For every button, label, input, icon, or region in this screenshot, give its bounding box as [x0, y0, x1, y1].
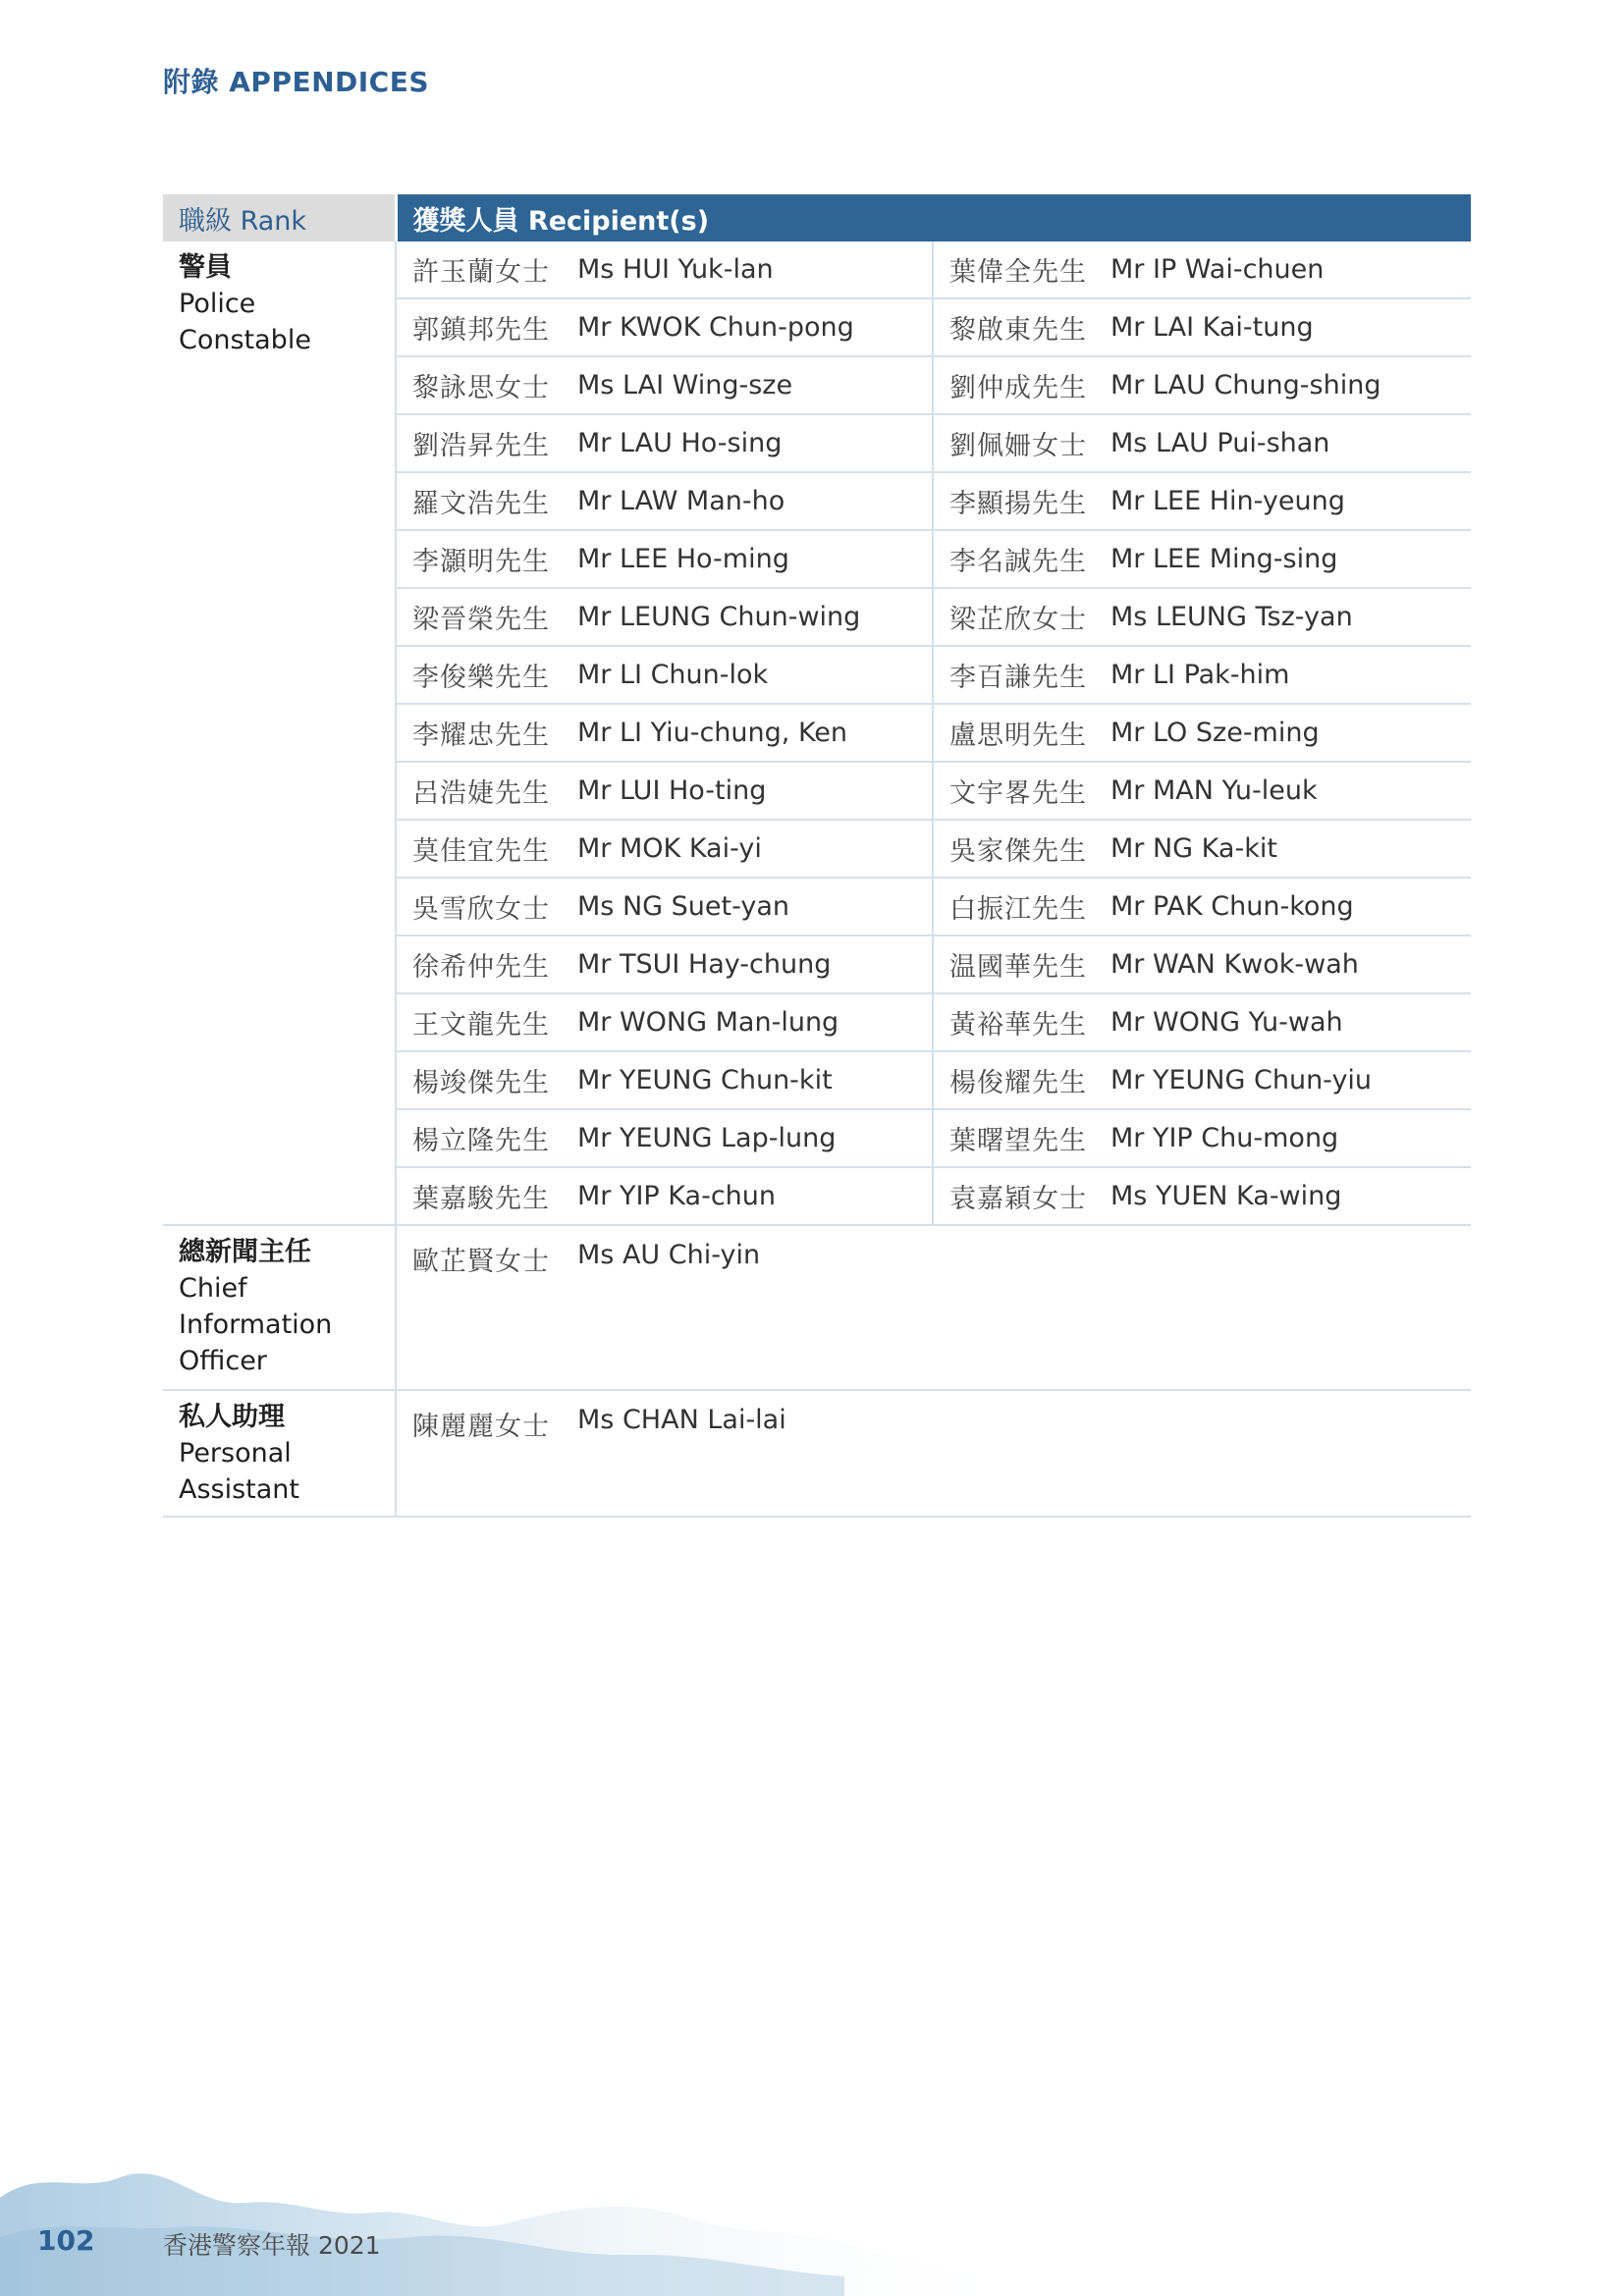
rank-name-en-line: Personal — [179, 1438, 292, 1468]
recipient-name-en: Ms HUI Yuk-lan — [562, 241, 933, 298]
recipient-name-zh: 莫佳宜先生 — [396, 820, 562, 878]
recipient-name-en: Ms LAI Wing-sze — [562, 356, 933, 414]
recipient-name-en: Mr LAU Ho-sing — [562, 414, 933, 472]
recipient-name-en: Mr LEE Hin-yeung — [1095, 472, 1471, 530]
recipient-name-zh: 楊竣傑先生 — [396, 1051, 562, 1109]
recipient-name-zh: 李俊樂先生 — [396, 646, 562, 704]
recipient-name-en: Ms YUEN Ka-wing — [1095, 1167, 1471, 1225]
recipient-name-zh: 陳麗麗女士 — [396, 1390, 562, 1517]
section-header: 附錄 APPENDICES — [163, 66, 430, 98]
table-body — [163, 241, 1471, 1517]
recipient-name-zh: 羅文浩先生 — [396, 472, 562, 530]
recipient-name-en: Mr MAN Yu-leuk — [1095, 762, 1471, 820]
recipient-name-en: Mr KWOK Chun-pong — [562, 298, 933, 356]
recipient-name-en: Mr YIP Chu-mong — [1095, 1109, 1471, 1167]
rank-cell — [163, 241, 396, 1225]
rank-name-zh: 總新聞主任 — [179, 1237, 311, 1267]
rank-name-en-line: Constable — [179, 325, 311, 355]
recipient-name-zh: 黃裕華先生 — [933, 993, 1095, 1051]
recipient-name-zh: 徐希仲先生 — [396, 935, 562, 993]
recipient-name-zh: 文宇畧先生 — [933, 762, 1095, 820]
recipient-name-zh: 李百謙先生 — [933, 646, 1095, 704]
recipient-name-en: Mr TSUI Hay-chung — [562, 935, 933, 993]
rank-name-en-line: Officer — [179, 1346, 267, 1376]
recipient-name-zh: 劉浩昇先生 — [396, 414, 562, 472]
recipient-name-zh: 許玉蘭女士 — [396, 241, 562, 298]
page-number: 102 — [37, 2224, 95, 2257]
recipient-name-zh: 呂浩婕先生 — [396, 762, 562, 820]
recipient-name-zh: 梁芷欣女士 — [933, 588, 1095, 646]
recipient-name-en: Mr LAU Chung-shing — [1095, 356, 1471, 414]
recipient-name-zh: 袁嘉穎女士 — [933, 1167, 1095, 1225]
watercolour-wash-decoration — [0, 2139, 1624, 2296]
recipient-name-zh: 李名誠先生 — [933, 530, 1095, 588]
recipient-name-en: Ms LAU Pui-shan — [1095, 414, 1471, 472]
recipient-name-en: Ms LEUNG Tsz-yan — [1095, 588, 1471, 646]
rank-name-en-line: Police — [179, 289, 256, 319]
recipient-name-en: Mr WAN Kwok-wah — [1095, 935, 1471, 993]
rank-name-en-line: Chief — [179, 1273, 247, 1304]
rank-cell — [163, 1225, 396, 1390]
recipient-name-en: Mr LI Chun-lok — [562, 646, 933, 704]
recipient-name-en: Mr LEUNG Chun-wing — [562, 588, 933, 646]
recipient-name-en: Mr YEUNG Chun-yiu — [1095, 1051, 1471, 1109]
recipient-name-zh: 吳家傑先生 — [933, 820, 1095, 878]
table-row — [163, 241, 1471, 298]
recipient-name-zh: 楊立隆先生 — [396, 1109, 562, 1167]
recipient-name-en: Mr PAK Chun-kong — [1095, 878, 1471, 935]
recipient-name-en: Ms NG Suet-yan — [562, 878, 933, 935]
footer-publication-title: 香港警察年報 2021 — [163, 2231, 381, 2260]
recipient-name-en: Mr LEE Ming-sing — [1095, 530, 1471, 588]
recipient-name-zh: 歐芷賢女士 — [396, 1225, 562, 1390]
recipient-name-zh: 温國華先生 — [933, 935, 1095, 993]
recipient-name-en: Mr WONG Yu-wah — [1095, 993, 1471, 1051]
recipient-name-zh: 吳雪欣女士 — [396, 878, 562, 935]
recipient-name-zh: 劉仲成先生 — [933, 356, 1095, 414]
rank-name-en-line: Assistant — [179, 1474, 300, 1505]
recipient-name-zh: 黎詠思女士 — [396, 356, 562, 414]
recipient-name-zh: 黎啟東先生 — [933, 298, 1095, 356]
table-row — [163, 1225, 1471, 1390]
recipients-column-header: 獲獎人員 Recipient(s) — [396, 194, 1471, 241]
rank-column-header: 職級 Rank — [163, 194, 396, 241]
table-row — [163, 1390, 1471, 1517]
recipient-name-zh: 白振江先生 — [933, 878, 1095, 935]
rank-cell — [163, 1390, 396, 1517]
rank-name-en-line: Information — [179, 1309, 333, 1340]
recipient-name-zh: 劉佩姍女士 — [933, 414, 1095, 472]
recipient-name-zh: 楊俊耀先生 — [933, 1051, 1095, 1109]
recipient-name-zh: 葉偉全先生 — [933, 241, 1095, 298]
recipient-name-en: Mr LI Pak-him — [1095, 646, 1471, 704]
recipient-name-en: Mr LAW Man-ho — [562, 472, 933, 530]
recipient-name-en: Mr LI Yiu-chung, Ken — [562, 704, 933, 762]
recipient-name-zh: 郭鎮邦先生 — [396, 298, 562, 356]
recipient-name-zh: 李灝明先生 — [396, 530, 562, 588]
recipient-name-zh: 李顯揚先生 — [933, 472, 1095, 530]
recipient-name-en: Mr LO Sze-ming — [1095, 704, 1471, 762]
recipient-name-en: Ms CHAN Lai-lai — [562, 1390, 1471, 1517]
recipient-name-zh: 李耀忠先生 — [396, 704, 562, 762]
recipient-name-en: Mr LUI Ho-ting — [562, 762, 933, 820]
rank-name-zh: 警員 — [179, 252, 232, 283]
recipient-name-en: Mr WONG Man-lung — [562, 993, 933, 1051]
awards-table — [163, 194, 1471, 1518]
recipient-name-en: Mr YIP Ka-chun — [562, 1167, 933, 1225]
recipient-name-en: Mr MOK Kai-yi — [562, 820, 933, 878]
recipient-name-zh: 盧思明先生 — [933, 704, 1095, 762]
recipient-name-zh: 王文龍先生 — [396, 993, 562, 1051]
recipient-name-en: Mr YEUNG Lap-lung — [562, 1109, 933, 1167]
recipient-name-en: Mr NG Ka-kit — [1095, 820, 1471, 878]
recipient-name-en: Ms AU Chi-yin — [562, 1225, 1471, 1390]
recipient-name-zh: 梁晉榮先生 — [396, 588, 562, 646]
recipient-name-en: Mr YEUNG Chun-kit — [562, 1051, 933, 1109]
recipient-name-en: Mr LAI Kai-tung — [1095, 298, 1471, 356]
recipient-name-zh: 葉曙望先生 — [933, 1109, 1095, 1167]
recipient-name-en: Mr IP Wai-chuen — [1095, 241, 1471, 298]
rank-name-zh: 私人助理 — [179, 1402, 285, 1432]
recipient-name-en: Mr LEE Ho-ming — [562, 530, 933, 588]
recipient-name-zh: 葉嘉駿先生 — [396, 1167, 562, 1225]
